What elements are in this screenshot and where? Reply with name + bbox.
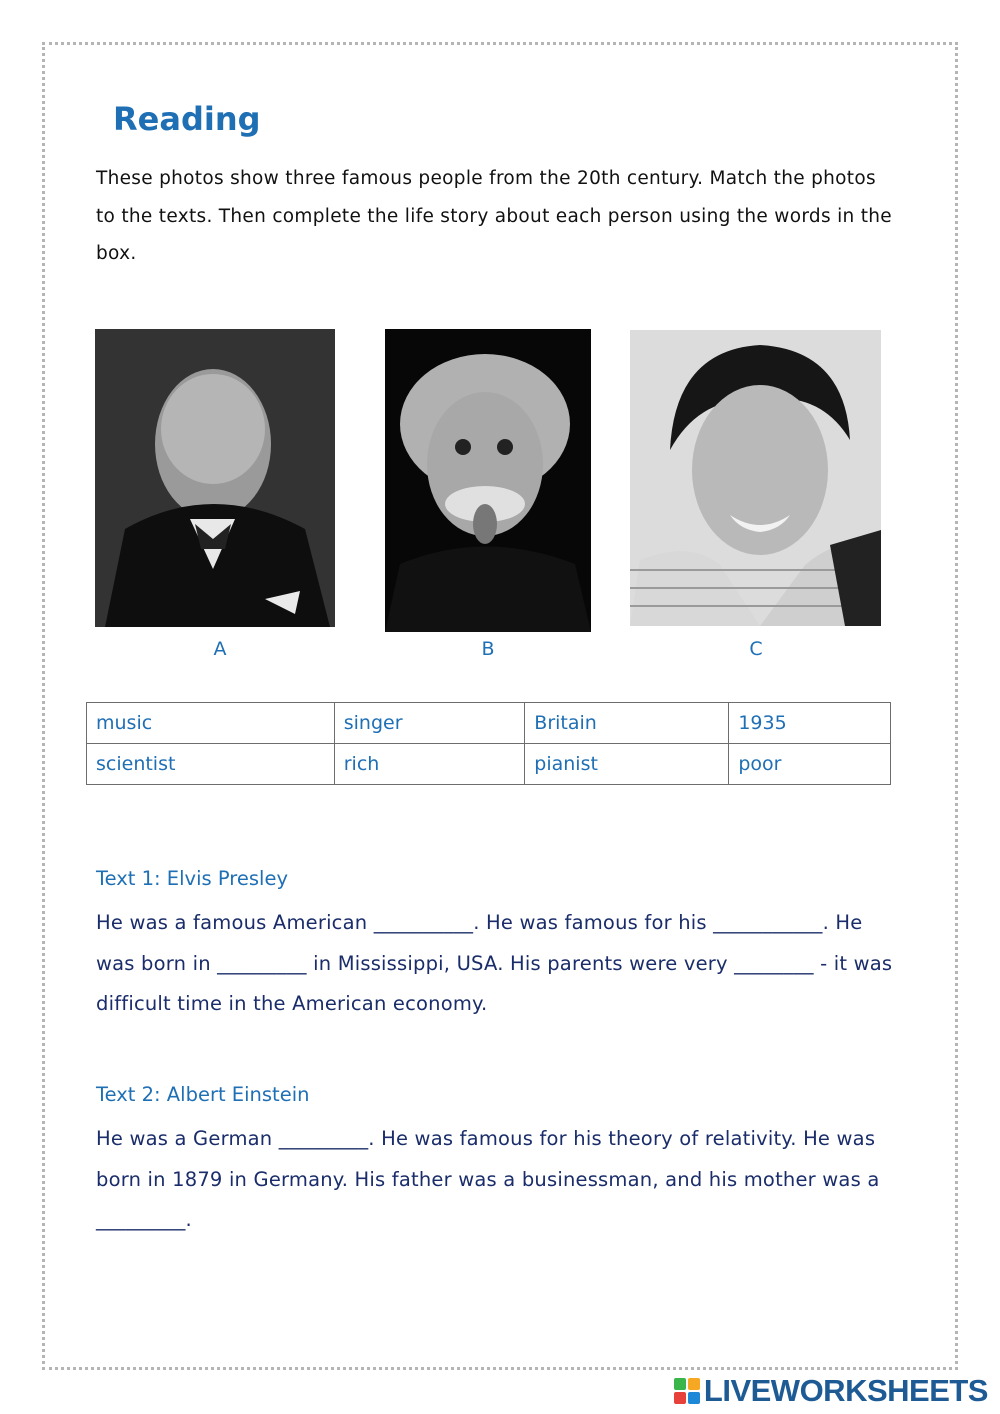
text-2-body: He was a German _________. He was famous for his theory of relativity. He was born in 1879 in Germany. His father was a businessman, and his mother was a _________. xyxy=(96,1127,880,1231)
word-cell: pianist xyxy=(525,744,729,785)
photo-label-a: A xyxy=(213,638,227,660)
instructions: These photos show three famous people from the 20th century. Match the photos to the texts. Then complete the life story about each person using the words in the box. xyxy=(96,168,892,264)
photo-label-c: C xyxy=(749,638,763,660)
word-box xyxy=(86,702,891,785)
word-cell: Britain xyxy=(525,703,729,744)
word-cell: scientist xyxy=(87,744,335,785)
photo-label-b: B xyxy=(481,638,495,660)
photo-b xyxy=(385,329,591,632)
text-1-title: Text 1: Elvis Presley xyxy=(96,867,288,890)
liveworksheets-icon xyxy=(674,1378,700,1404)
word-box-row xyxy=(87,744,891,785)
word-cell: rich xyxy=(334,744,525,785)
text-2-title: Text 2: Albert Einstein xyxy=(96,1083,310,1106)
page-title: Reading xyxy=(113,100,261,138)
text-2 xyxy=(96,1083,906,1241)
word-cell: music xyxy=(87,703,335,744)
word-cell: 1935 xyxy=(729,703,891,744)
text-1-body: He was a famous American __________. He was famous for his ___________. He was born in _________ in Mississippi, USA. His parents were very ________ - it was difficult time in the American economy. xyxy=(96,911,893,1015)
text-1 xyxy=(96,867,906,1025)
photo-c xyxy=(630,330,881,626)
word-box-row xyxy=(87,703,891,744)
word-cell: singer xyxy=(334,703,525,744)
liveworksheets-wordmark: LIVEWORKSHEETS xyxy=(703,1373,988,1408)
liveworksheets-logo xyxy=(674,1374,988,1408)
photo-a xyxy=(95,329,335,627)
word-cell: poor xyxy=(729,744,891,785)
